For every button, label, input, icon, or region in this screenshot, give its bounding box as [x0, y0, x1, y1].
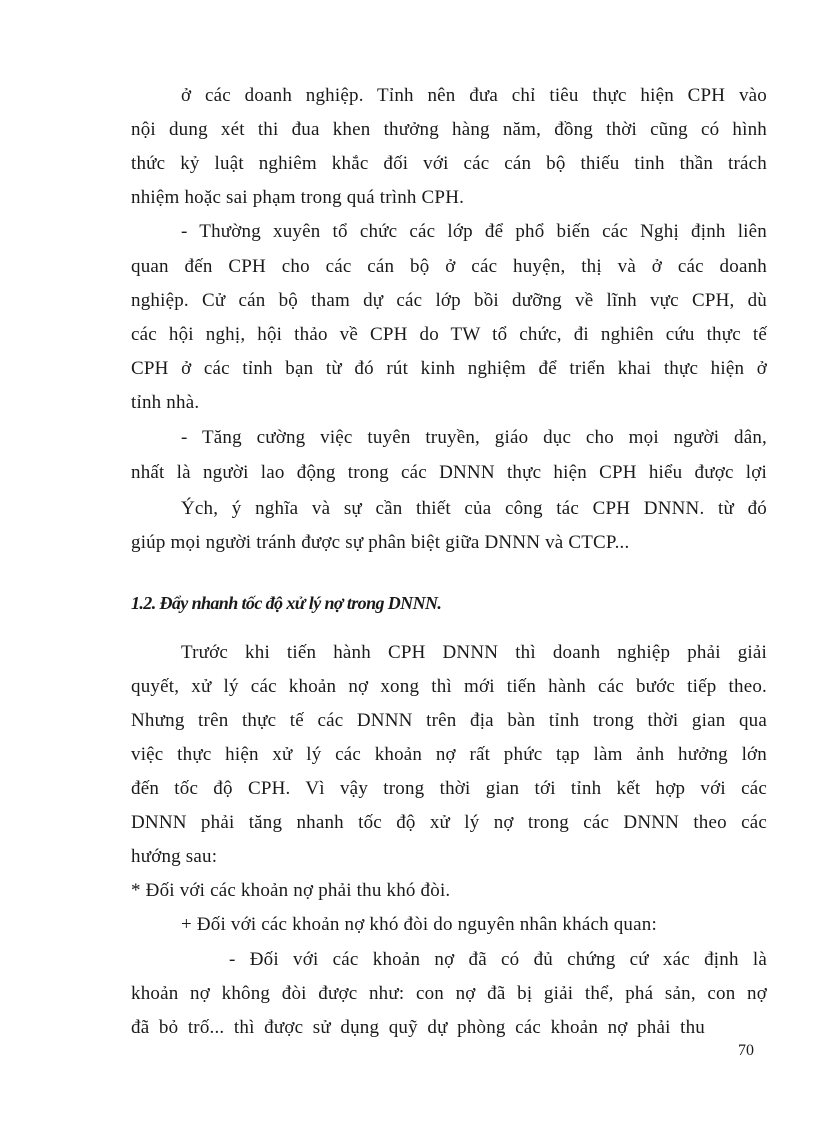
text-line: đã bỏ trố... thì được sử dụng quỹ dự phòng các khoản nợ phải thu: [131, 1017, 705, 1038]
text-line: CPH ở các tỉnh bạn từ đó rút kinh nghiệm để triển khai thực hiện ở: [131, 358, 767, 379]
text-line: - Thường xuyên tổ chức các lớp để phổ biến các Nghị định liên: [181, 221, 767, 242]
bullet-line: + Đối với các khoản nợ khó đòi do nguyên nhân khách quan:: [181, 914, 657, 935]
text-line: Nhưng trên thực tế các DNNN trên địa bàn tỉnh trong thời gian qua: [131, 710, 767, 731]
text-line: nhất là người lao động trong các DNNN thực hiện CPH hiểu được lợi: [131, 462, 767, 483]
text-line: đến tốc độ CPH. Vì vậy trong thời gian tới tỉnh kết hợp với các: [131, 778, 767, 799]
text-line: ở các doanh nghiệp. Tỉnh nên đưa chỉ tiêu thực hiện CPH vào: [181, 85, 767, 106]
text-line: nhiệm hoặc sai phạm trong quá trình CPH.: [131, 187, 465, 208]
text-line: khoản nợ không đòi được như: con nợ đã bị giải thể, phá sản, con nợ: [131, 983, 767, 1004]
text-line: nghiệp. Cử cán bộ tham dự các lớp bồi dưỡng về lĩnh vực CPH, dù: [131, 290, 767, 311]
text-line: giúp mọi người tránh được sự phân biệt giữa DNNN và CTCP...: [131, 532, 630, 553]
text-line: Trước khi tiến hành CPH DNNN thì doanh nghiệp phải giải: [181, 642, 767, 663]
text-line: các hội nghị, hội thảo về CPH do TW tổ chức, đi nghiên cứu thực tế: [131, 324, 767, 345]
text-line: việc thực hiện xử lý các khoản nợ rất phức tạp làm ảnh hưởng lớn: [131, 744, 767, 765]
text-line: quan đến CPH cho các cán bộ ở các huyện, thị và ở các doanh: [131, 256, 767, 277]
text-line: quyết, xử lý các khoản nợ xong thì mới tiến hành các bước tiếp theo.: [131, 676, 767, 697]
text-line: hướng sau:: [131, 846, 218, 867]
section-heading: 1.2. Đẩy nhanh tốc độ xử lý nợ trong DNNN.: [131, 593, 442, 613]
bullet-line: * Đối với các khoản nợ phải thu khó đòi.: [131, 880, 451, 901]
page-number: 70: [738, 1042, 754, 1059]
text-line: Ých, ý nghĩa và sự cần thiết của công tác CPH DNNN. từ đó: [181, 498, 767, 519]
text-line: thức kỷ luật nghiêm khắc đối với các cán bộ thiếu tinh thần trách: [131, 153, 767, 174]
text-line: nội dung xét thi đua khen thưởng hàng năm, đồng thời cũng có hình: [131, 119, 767, 140]
text-line: DNNN phải tăng nhanh tốc độ xử lý nợ trong các DNNN theo các: [131, 812, 767, 833]
text-line: - Tăng cường việc tuyên truyền, giáo dục cho mọi người dân,: [181, 427, 767, 448]
text-line: tỉnh nhà.: [131, 392, 200, 413]
text-line: - Đối với các khoản nợ đã có đủ chứng cứ xác định là: [229, 949, 767, 970]
